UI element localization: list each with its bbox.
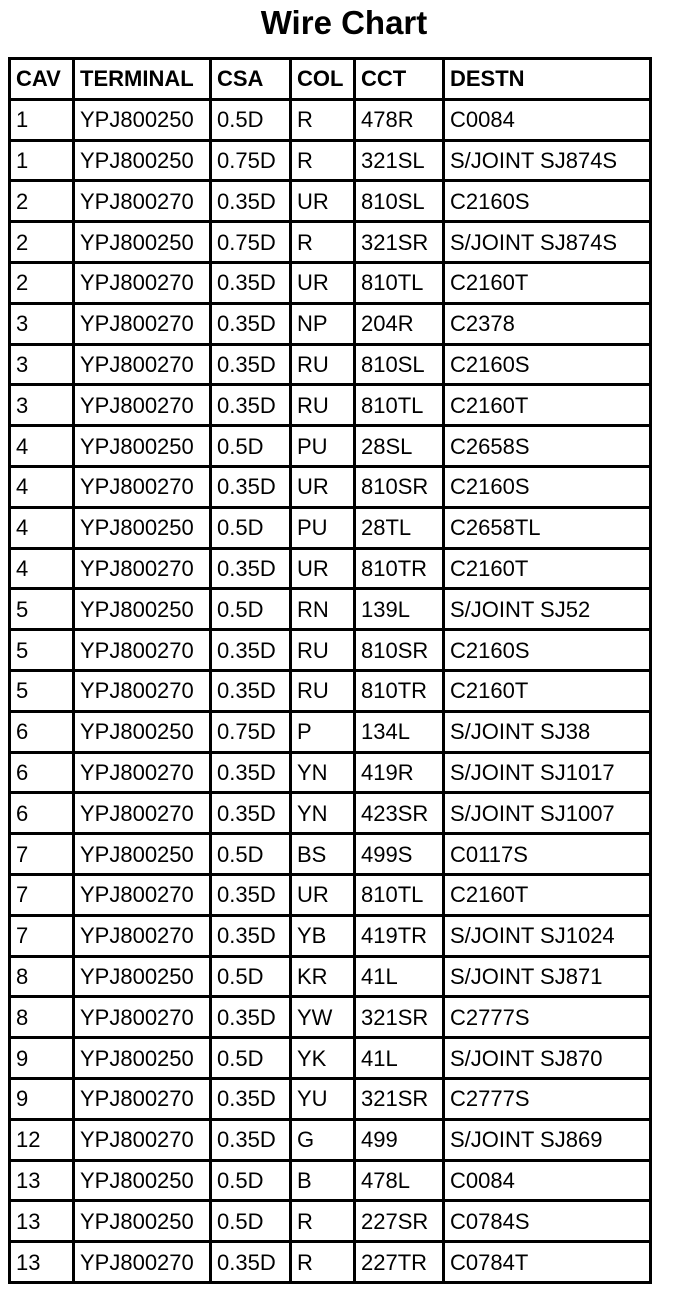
cell-cct: 321SR [356, 1080, 442, 1118]
cell-csa: 0.75D [212, 713, 289, 751]
cell-cav: 2 [11, 223, 72, 261]
cell-destn: C2160T [445, 672, 649, 710]
cell-terminal: YPJ800270 [75, 468, 209, 506]
cell-terminal: YPJ800270 [75, 182, 209, 220]
cell-col: BS [292, 835, 353, 873]
cell-csa: 0.5D [212, 1039, 289, 1077]
cell-col: R [292, 223, 353, 261]
cell-terminal: YPJ800270 [75, 1243, 209, 1281]
cell-cav: 12 [11, 1121, 72, 1159]
cell-cct: 41L [356, 958, 442, 996]
cell-cct: 810SL [356, 182, 442, 220]
cell-destn: S/JOINT SJ1007 [445, 794, 649, 832]
header-col: COL [292, 60, 353, 98]
cell-col: R [292, 1202, 353, 1240]
table-row [11, 998, 649, 1036]
cell-cct: 423SR [356, 794, 442, 832]
cell-csa: 0.35D [212, 1080, 289, 1118]
table-row [11, 754, 649, 792]
cell-destn: C0084 [445, 101, 649, 139]
cell-cct: 227TR [356, 1243, 442, 1281]
cell-cct: 810TR [356, 550, 442, 588]
cell-cct: 204R [356, 305, 442, 343]
cell-col: R [292, 142, 353, 180]
cell-cav: 6 [11, 794, 72, 832]
cell-terminal: YPJ800250 [75, 713, 209, 751]
cell-csa: 0.35D [212, 1121, 289, 1159]
cell-cct: 28SL [356, 427, 442, 465]
cell-csa: 0.35D [212, 182, 289, 220]
cell-csa: 0.5D [212, 1202, 289, 1240]
cell-col: UR [292, 264, 353, 302]
cell-col: YW [292, 998, 353, 1036]
cell-destn: C2160T [445, 386, 649, 424]
cell-cct: 41L [356, 1039, 442, 1077]
table-row [11, 427, 649, 465]
table-row [11, 1080, 649, 1118]
cell-cav: 7 [11, 835, 72, 873]
cell-cct: 810TL [356, 264, 442, 302]
table-row [11, 1121, 649, 1159]
cell-cct: 499 [356, 1121, 442, 1159]
cell-terminal: YPJ800270 [75, 346, 209, 384]
cell-cav: 4 [11, 509, 72, 547]
cell-csa: 0.5D [212, 509, 289, 547]
cell-terminal: YPJ800270 [75, 1121, 209, 1159]
cell-col: B [292, 1162, 353, 1200]
cell-csa: 0.35D [212, 794, 289, 832]
cell-cav: 9 [11, 1039, 72, 1077]
cell-cav: 3 [11, 346, 72, 384]
table-row [11, 182, 649, 220]
cell-csa: 0.75D [212, 223, 289, 261]
cell-cav: 4 [11, 427, 72, 465]
cell-cct: 478R [356, 101, 442, 139]
cell-cct: 810TR [356, 672, 442, 710]
header-terminal: TERMINAL [75, 60, 209, 98]
cell-destn: S/JOINT SJ38 [445, 713, 649, 751]
cell-csa: 0.35D [212, 468, 289, 506]
cell-cct: 321SL [356, 142, 442, 180]
cell-cav: 5 [11, 672, 72, 710]
cell-terminal: YPJ800270 [75, 794, 209, 832]
cell-col: UR [292, 182, 353, 220]
cell-destn: S/JOINT SJ870 [445, 1039, 649, 1077]
cell-cav: 4 [11, 468, 72, 506]
cell-terminal: YPJ800270 [75, 998, 209, 1036]
cell-destn: C2658S [445, 427, 649, 465]
cell-cct: 28TL [356, 509, 442, 547]
cell-col: YN [292, 754, 353, 792]
table-row [11, 101, 649, 139]
cell-csa: 0.35D [212, 876, 289, 914]
cell-terminal: YPJ800250 [75, 1162, 209, 1200]
cell-csa: 0.35D [212, 1243, 289, 1281]
table-row [11, 958, 649, 996]
cell-cct: 810SL [356, 346, 442, 384]
cell-destn: C2160T [445, 550, 649, 588]
cell-cav: 4 [11, 550, 72, 588]
cell-csa: 0.35D [212, 917, 289, 955]
table-row [11, 346, 649, 384]
cell-col: RU [292, 631, 353, 669]
cell-col: PU [292, 509, 353, 547]
cell-terminal: YPJ800270 [75, 917, 209, 955]
cell-terminal: YPJ800270 [75, 631, 209, 669]
cell-col: KR [292, 958, 353, 996]
table-row [11, 1202, 649, 1240]
cell-cct: 810SR [356, 631, 442, 669]
header-destn: DESTN [445, 60, 649, 98]
cell-destn: C0784S [445, 1202, 649, 1240]
cell-cav: 1 [11, 142, 72, 180]
cell-terminal: YPJ800250 [75, 142, 209, 180]
table-row [11, 917, 649, 955]
table-row [11, 1162, 649, 1200]
cell-cav: 8 [11, 998, 72, 1036]
cell-terminal: YPJ800270 [75, 672, 209, 710]
cell-destn: S/JOINT SJ1017 [445, 754, 649, 792]
table-row [11, 468, 649, 506]
cell-cav: 6 [11, 713, 72, 751]
cell-csa: 0.35D [212, 264, 289, 302]
table-row [11, 550, 649, 588]
cell-destn: S/JOINT SJ874S [445, 223, 649, 261]
cell-terminal: YPJ800270 [75, 264, 209, 302]
cell-csa: 0.35D [212, 631, 289, 669]
cell-col: UR [292, 468, 353, 506]
cell-cav: 2 [11, 182, 72, 220]
cell-col: UR [292, 550, 353, 588]
cell-cct: 227SR [356, 1202, 442, 1240]
cell-cav: 9 [11, 1080, 72, 1118]
cell-destn: S/JOINT SJ874S [445, 142, 649, 180]
cell-csa: 0.5D [212, 835, 289, 873]
cell-destn: S/JOINT SJ52 [445, 590, 649, 628]
cell-terminal: YPJ800250 [75, 835, 209, 873]
cell-csa: 0.35D [212, 998, 289, 1036]
cell-cct: 134L [356, 713, 442, 751]
cell-destn: S/JOINT SJ871 [445, 958, 649, 996]
cell-cav: 6 [11, 754, 72, 792]
cell-terminal: YPJ800270 [75, 386, 209, 424]
cell-terminal: YPJ800250 [75, 223, 209, 261]
cell-cct: 499S [356, 835, 442, 873]
cell-destn: C2160S [445, 631, 649, 669]
cell-col: UR [292, 876, 353, 914]
cell-col: PU [292, 427, 353, 465]
cell-cav: 13 [11, 1243, 72, 1281]
cell-terminal: YPJ800250 [75, 1039, 209, 1077]
cell-col: R [292, 101, 353, 139]
cell-cav: 7 [11, 917, 72, 955]
cell-cav: 7 [11, 876, 72, 914]
cell-col: YB [292, 917, 353, 955]
cell-csa: 0.5D [212, 590, 289, 628]
cell-destn: C2160S [445, 182, 649, 220]
wire-chart-table [8, 57, 652, 1284]
table-row [11, 631, 649, 669]
cell-terminal: YPJ800270 [75, 754, 209, 792]
cell-col: RU [292, 346, 353, 384]
cell-cav: 8 [11, 958, 72, 996]
table-row [11, 713, 649, 751]
cell-destn: C2378 [445, 305, 649, 343]
cell-destn: C2160T [445, 264, 649, 302]
cell-cct: 321SR [356, 223, 442, 261]
header-csa: CSA [212, 60, 289, 98]
cell-cct: 810TL [356, 876, 442, 914]
cell-csa: 0.75D [212, 142, 289, 180]
table-body [11, 101, 649, 1281]
cell-terminal: YPJ800270 [75, 550, 209, 588]
cell-col: R [292, 1243, 353, 1281]
cell-csa: 0.35D [212, 550, 289, 588]
table-row [11, 835, 649, 873]
cell-cav: 13 [11, 1162, 72, 1200]
cell-destn: C2160S [445, 346, 649, 384]
cell-col: YN [292, 794, 353, 832]
cell-col: RU [292, 672, 353, 710]
cell-csa: 0.35D [212, 386, 289, 424]
cell-csa: 0.35D [212, 305, 289, 343]
cell-cav: 5 [11, 631, 72, 669]
table-row [11, 672, 649, 710]
cell-csa: 0.35D [212, 672, 289, 710]
cell-terminal: YPJ800250 [75, 427, 209, 465]
cell-cct: 139L [356, 590, 442, 628]
cell-csa: 0.5D [212, 958, 289, 996]
cell-csa: 0.5D [212, 1162, 289, 1200]
table-row [11, 142, 649, 180]
cell-cav: 13 [11, 1202, 72, 1240]
cell-destn: C2658TL [445, 509, 649, 547]
table-row [11, 264, 649, 302]
cell-cct: 419TR [356, 917, 442, 955]
cell-terminal: YPJ800250 [75, 1202, 209, 1240]
cell-terminal: YPJ800270 [75, 305, 209, 343]
cell-col: RU [292, 386, 353, 424]
header-cct: CCT [356, 60, 442, 98]
cell-col: NP [292, 305, 353, 343]
cell-destn: C2777S [445, 1080, 649, 1118]
table-row [11, 509, 649, 547]
cell-col: YK [292, 1039, 353, 1077]
cell-terminal: YPJ800250 [75, 958, 209, 996]
cell-col: P [292, 713, 353, 751]
cell-cav: 3 [11, 305, 72, 343]
header-cav: CAV [11, 60, 72, 98]
table-row [11, 794, 649, 832]
table-row [11, 590, 649, 628]
cell-destn: C0117S [445, 835, 649, 873]
cell-cav: 5 [11, 590, 72, 628]
cell-destn: S/JOINT SJ869 [445, 1121, 649, 1159]
cell-csa: 0.5D [212, 101, 289, 139]
cell-cct: 810SR [356, 468, 442, 506]
cell-cav: 1 [11, 101, 72, 139]
table-row [11, 386, 649, 424]
cell-terminal: YPJ800270 [75, 1080, 209, 1118]
cell-cct: 478L [356, 1162, 442, 1200]
cell-destn: C2160S [445, 468, 649, 506]
cell-destn: C2160T [445, 876, 649, 914]
cell-terminal: YPJ800250 [75, 101, 209, 139]
cell-terminal: YPJ800250 [75, 590, 209, 628]
cell-destn: C2777S [445, 998, 649, 1036]
table-row [11, 876, 649, 914]
cell-cct: 810TL [356, 386, 442, 424]
cell-terminal: YPJ800270 [75, 876, 209, 914]
table-row [11, 223, 649, 261]
cell-csa: 0.5D [212, 427, 289, 465]
cell-col: G [292, 1121, 353, 1159]
cell-destn: S/JOINT SJ1024 [445, 917, 649, 955]
cell-cct: 321SR [356, 998, 442, 1036]
cell-col: RN [292, 590, 353, 628]
cell-terminal: YPJ800250 [75, 509, 209, 547]
cell-csa: 0.35D [212, 346, 289, 384]
table-row [11, 1243, 649, 1281]
cell-csa: 0.35D [212, 754, 289, 792]
cell-col: YU [292, 1080, 353, 1118]
header-row [11, 60, 649, 98]
table-row [11, 1039, 649, 1077]
cell-destn: C0084 [445, 1162, 649, 1200]
cell-cav: 3 [11, 386, 72, 424]
cell-cav: 2 [11, 264, 72, 302]
cell-cct: 419R [356, 754, 442, 792]
page-title: Wire Chart [260, 4, 428, 41]
cell-destn: C0784T [445, 1243, 649, 1281]
table-row [11, 305, 649, 343]
